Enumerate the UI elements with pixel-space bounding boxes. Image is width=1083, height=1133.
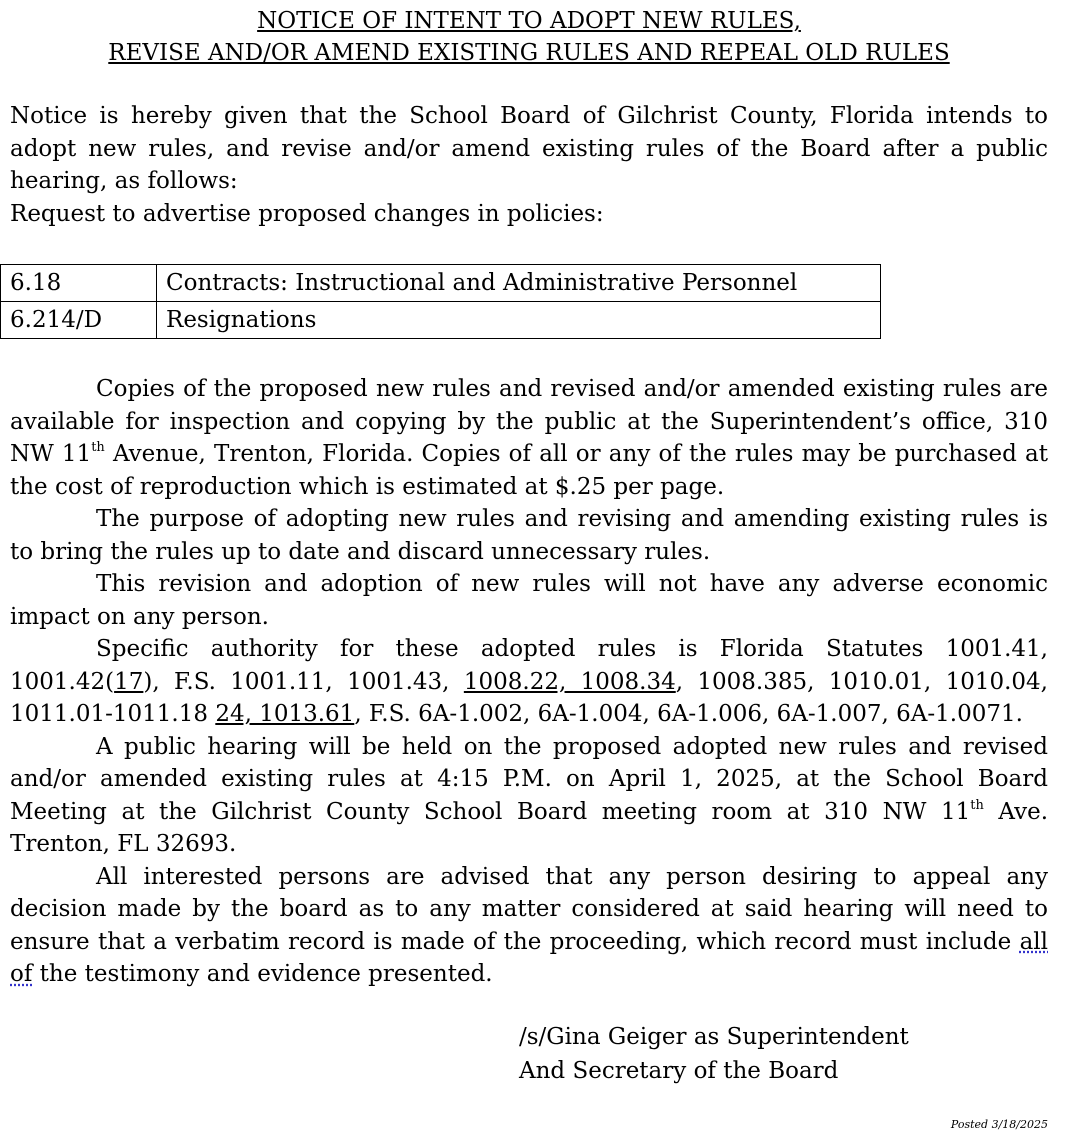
signature-line-1: /s/Gina Geiger as Superintendent: [519, 1024, 909, 1050]
copies-paragraph: Copies of the proposed new rules and revised and/or amended existing rules are available for inspection and copying by the public at the Superintendent’s office, 310 NW 11th Avenue, Trenton, Florida. Copies of all or any of the rules may be purchased at the cost of reproduction which is estimated at $.25 per page.: [10, 376, 1048, 500]
policy-number: 6.18: [1, 265, 157, 302]
impact-paragraph: This revision and adoption of new rules will not have any adverse economic impact on any person.: [10, 571, 1048, 630]
notice-body: [10, 373, 1048, 991]
policy-number: 6.214/D: [1, 302, 157, 339]
table-row: [1, 265, 881, 302]
authority-paragraph: Specific authority for these adopted rules is Florida Statutes 1001.41, 1001.42(17), F.S. 1001.11, 1001.43, 1008.22, 1008.34, 1008.385, 1010.01, 1010.04, 1011.01-1011.18 24, 1013.61, F.S. 6A-1.002, 6A-1.004, 6A-1.006, 6A-1.007, 6A-1.0071.: [10, 636, 1048, 727]
signature-block: [519, 1020, 909, 1088]
policy-title: Resignations: [157, 302, 881, 339]
intro-paragraph: Notice is hereby given that the School Board of Gilchrist County, Florida intends to adopt new rules, and revise and/or amend existing rules of the Board after a public hearing, as follows:: [10, 103, 1048, 194]
hearing-paragraph: A public hearing will be held on the proposed adopted new rules and revised and/or amended existing rules at 4:15 P.M. on April 1, 2025, at the School Board Meeting at the Gilchrist County School Board meeting room at 310 NW 11th Ave. Trenton, FL 32693.: [10, 733, 1049, 857]
table-row: [1, 302, 881, 339]
appeal-paragraph: All interested persons are advised that any person desiring to appeal any decision made by the board as to any matter considered at said hearing will need to ensure that a verbatim record is made of the proceeding, which record must include all of the testimony and evidence presented.: [10, 863, 1048, 987]
posted-date: Posted 3/18/2025: [950, 1118, 1048, 1131]
notice-document: [10, 0, 1048, 991]
purpose-paragraph: The purpose of adopting new rules and revising and amending existing rules is to bring the rules up to date and discard unnecessary rules.: [10, 506, 1048, 565]
policy-title: Contracts: Instructional and Administrative Personnel: [157, 265, 881, 302]
intro-section: [10, 100, 1048, 230]
request-line: Request to advertise proposed changes in policies:: [10, 200, 604, 227]
title-line-1: NOTICE OF INTENT TO ADOPT NEW RULES,: [257, 8, 801, 34]
notice-title: [10, 5, 1048, 69]
title-line-2: REVISE AND/OR AMEND EXISTING RULES AND REPEAL OLD RULES: [108, 40, 950, 66]
signature-line-2: And Secretary of the Board: [519, 1058, 839, 1084]
grammar-flagged-text[interactable]: all of: [10, 928, 1048, 987]
policies-table: [0, 264, 881, 339]
